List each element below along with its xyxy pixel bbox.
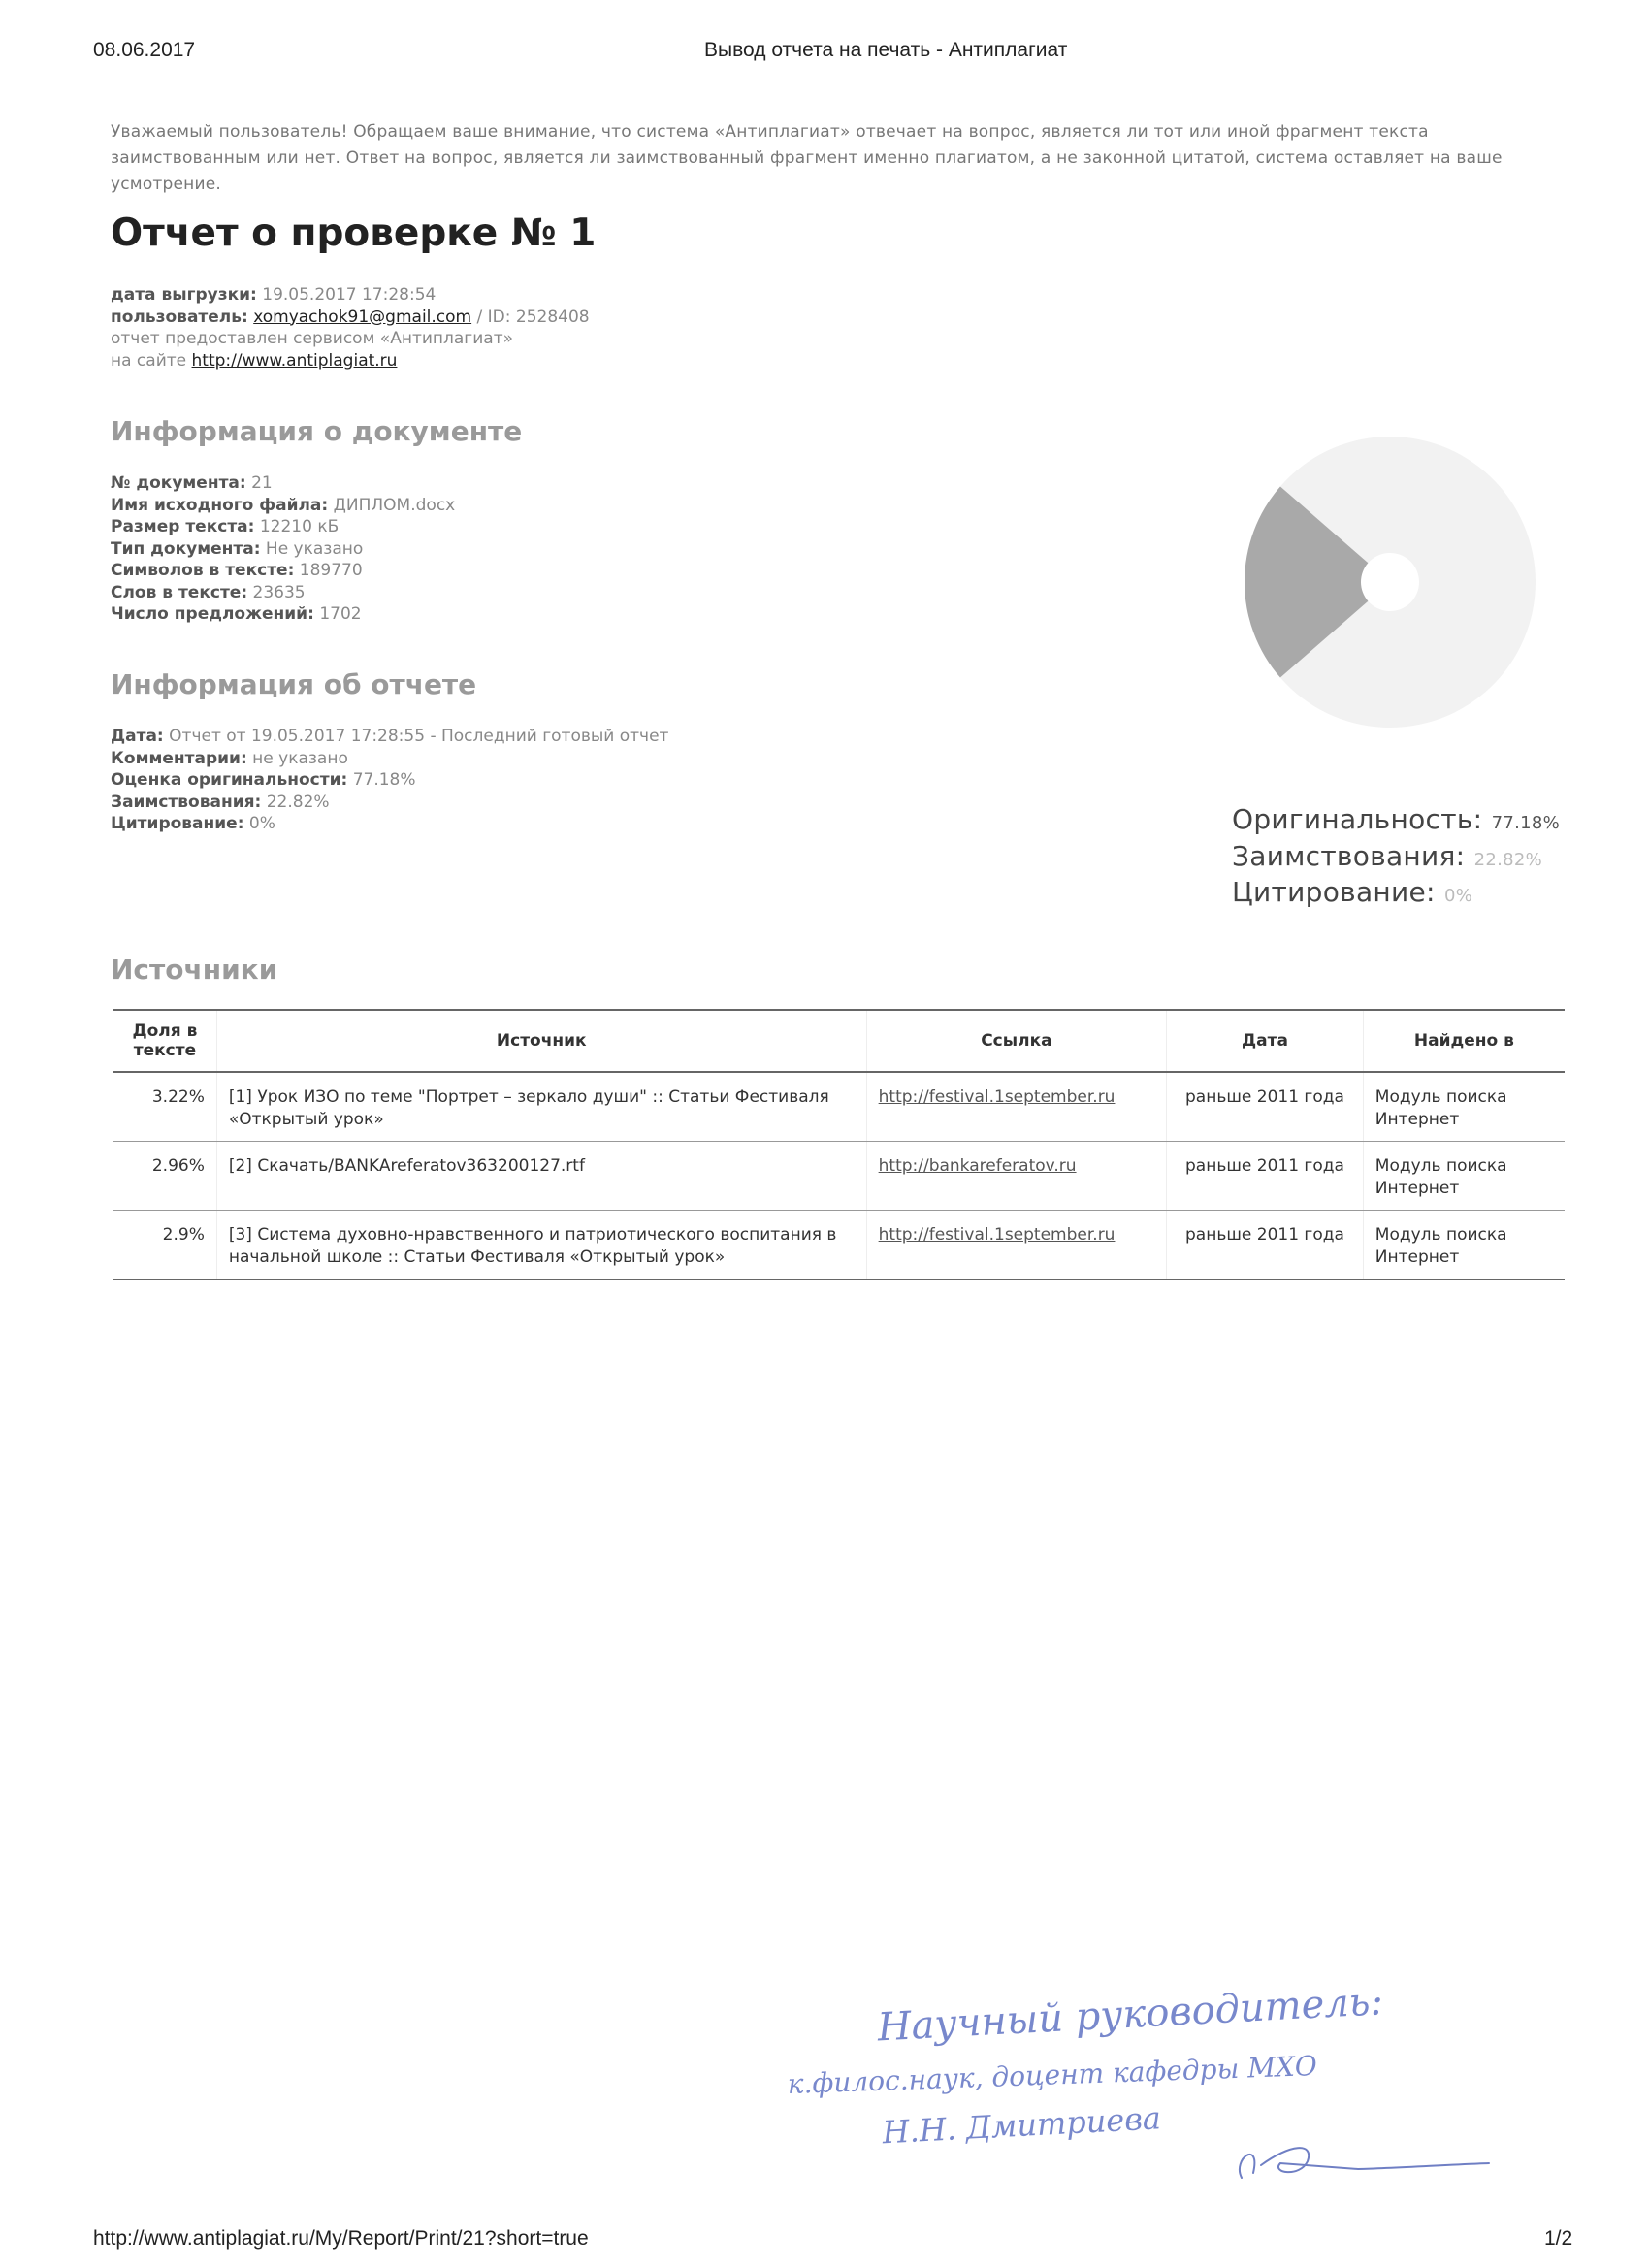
doc-info-label: Тип документа: — [111, 538, 261, 559]
doc-info-value: 23635 — [252, 582, 306, 602]
col-source: Источник — [216, 1010, 866, 1072]
doc-info-row — [111, 516, 455, 538]
handwritten-signature — [776, 1979, 1552, 2202]
legend-originality-value: 77.18% — [1491, 813, 1560, 833]
doc-info-label: Слов в тексте: — [111, 582, 248, 602]
doc-info-heading: Информация о документе — [111, 415, 523, 447]
signature-line-1: Научный руководитель: — [876, 1979, 1385, 2051]
doc-info-label: Размер текста: — [111, 517, 255, 536]
report-info-label: Заимствования: — [111, 792, 262, 812]
signature-line-3: Н.Н. Дмитриева — [881, 2099, 1162, 2152]
cell-source: [1] Урок ИЗО по теме "Портрет – зеркало души" :: Статьи Фестиваля «Открытый урок» — [216, 1072, 866, 1142]
site-link[interactable]: http://www.antiplagiat.ru — [191, 350, 398, 371]
col-found: Найдено в — [1363, 1010, 1565, 1072]
report-info-list — [111, 726, 668, 835]
user-row — [111, 307, 590, 329]
sources-header-row — [113, 1010, 1565, 1072]
doc-info-row — [111, 495, 455, 517]
user-email-link[interactable]: xomyachok91@gmail.com — [253, 307, 472, 327]
cell-link[interactable]: http://festival.1september.ru — [878, 1087, 1116, 1107]
cell-link[interactable]: http://bankareferatov.ru — [878, 1156, 1077, 1176]
doc-info-value: 21 — [251, 473, 273, 493]
doc-info-row — [111, 560, 455, 582]
site-prefix: на сайте — [111, 350, 187, 371]
disclaimer-notice: Уважаемый пользователь! Обращаем ваше внимание, что система «Антиплагиат» отвечает на вопрос, является ли тот или иной фрагмент текста заимствованным или нет. Ответ на вопрос, является ли заимствованный фрагмент именно плагиатом, а не законной цитатой, система оставляет на ваше усмотрение. — [111, 122, 1503, 194]
col-share: Доля в тексте — [113, 1010, 216, 1072]
cell-found: Модуль поиска Интернет — [1363, 1072, 1565, 1142]
originality-pie-chart — [1211, 437, 1569, 728]
signature-scribble — [1240, 2148, 1489, 2178]
legend-borrowed-label: Заимствования: — [1232, 840, 1466, 872]
legend-citation-label: Цитирование: — [1232, 876, 1436, 908]
report-info-value: 22.82% — [266, 792, 330, 812]
report-info-value: 0% — [248, 814, 275, 833]
legend-borrowed-value: 22.82% — [1473, 850, 1543, 870]
sources-heading: Источники — [111, 954, 278, 986]
site-row — [111, 350, 590, 373]
user-id: / ID: 2528408 — [476, 307, 590, 327]
report-info-row — [111, 813, 668, 835]
export-date-value: 19.05.2017 17:28:54 — [262, 285, 436, 305]
doc-info-value: 189770 — [299, 561, 363, 580]
doc-info-row — [111, 603, 455, 626]
report-info-value: Отчет от 19.05.2017 17:28:55 - Последний готовый отчет — [169, 727, 669, 746]
cell-share: 3.22% — [113, 1072, 216, 1142]
legend-originality-label: Оригинальность: — [1232, 803, 1483, 835]
doc-info-row — [111, 538, 455, 561]
doc-info-label: № документа: — [111, 473, 246, 493]
table-row — [113, 1072, 1565, 1142]
table-row — [113, 1142, 1565, 1211]
report-info-row — [111, 748, 668, 770]
legend-citation-value: 0% — [1443, 886, 1473, 906]
cell-source: [2] Скачать/BANKAreferatov363200127.rtf — [216, 1142, 866, 1211]
footer-url: http://www.antiplagiat.ru/My/Report/Print/21?short=true — [93, 2227, 589, 2250]
report-info-label: Цитирование: — [111, 814, 244, 833]
doc-info-value: 12210 кБ — [259, 517, 340, 536]
cell-found: Модуль поиска Интернет — [1363, 1211, 1565, 1280]
doc-info-list — [111, 472, 455, 626]
report-info-label: Оценка оригинальности: — [111, 770, 348, 790]
doc-info-value: ДИПЛОМ.docx — [333, 495, 456, 515]
footer-page-number: 1/2 — [1544, 2227, 1573, 2250]
sources-table — [113, 1009, 1565, 1280]
report-info-label: Дата: — [111, 727, 164, 746]
col-link: Ссылка — [866, 1010, 1167, 1072]
cell-link[interactable]: http://festival.1september.ru — [878, 1225, 1116, 1245]
legend-originality — [1232, 803, 1560, 835]
cell-date: раньше 2011 года — [1167, 1072, 1364, 1142]
report-info-heading: Информация об отчете — [111, 668, 477, 700]
doc-info-label: Число предложений: — [111, 604, 314, 624]
export-date-row — [111, 284, 590, 307]
cell-share: 2.9% — [113, 1211, 216, 1280]
legend-borrowed — [1232, 840, 1542, 872]
report-title: Отчет о проверке № 1 — [111, 211, 597, 255]
print-title: Вывод отчета на печать - Антиплагиат — [704, 39, 1068, 61]
report-info-value: не указано — [252, 748, 348, 768]
report-info-row — [111, 792, 668, 814]
user-label: пользователь: — [111, 307, 248, 327]
doc-info-row — [111, 472, 455, 495]
doc-info-value: 1702 — [319, 604, 362, 624]
signature-line-2: к.филос.наук, доцент кафедры МХО — [787, 2050, 1318, 2101]
doc-info-row — [111, 582, 455, 604]
table-row — [113, 1211, 1565, 1280]
cell-found: Модуль поиска Интернет — [1363, 1142, 1565, 1211]
report-info-label: Комментарии: — [111, 748, 247, 768]
doc-info-label: Символов в тексте: — [111, 561, 295, 580]
report-info-row — [111, 726, 668, 748]
report-info-value: 77.18% — [352, 770, 416, 790]
cell-date: раньше 2011 года — [1167, 1211, 1364, 1280]
cell-share: 2.96% — [113, 1142, 216, 1211]
cell-date: раньше 2011 года — [1167, 1142, 1364, 1211]
legend-citation — [1232, 876, 1472, 908]
provided-by: отчет предоставлен сервисом «Антиплагиат» — [111, 329, 513, 348]
print-date: 08.06.2017 — [93, 39, 196, 61]
report-meta — [111, 284, 590, 372]
report-info-row — [111, 769, 668, 792]
col-date: Дата — [1167, 1010, 1364, 1072]
export-date-label: дата выгрузки: — [111, 285, 257, 305]
cell-source: [3] Система духовно-нравственного и патриотического воспитания в начальной школе :: Статьи Фестиваля «Открытый урок» — [216, 1211, 866, 1280]
doc-info-label: Имя исходного файла: — [111, 495, 329, 515]
doc-info-value: Не указано — [265, 538, 364, 559]
